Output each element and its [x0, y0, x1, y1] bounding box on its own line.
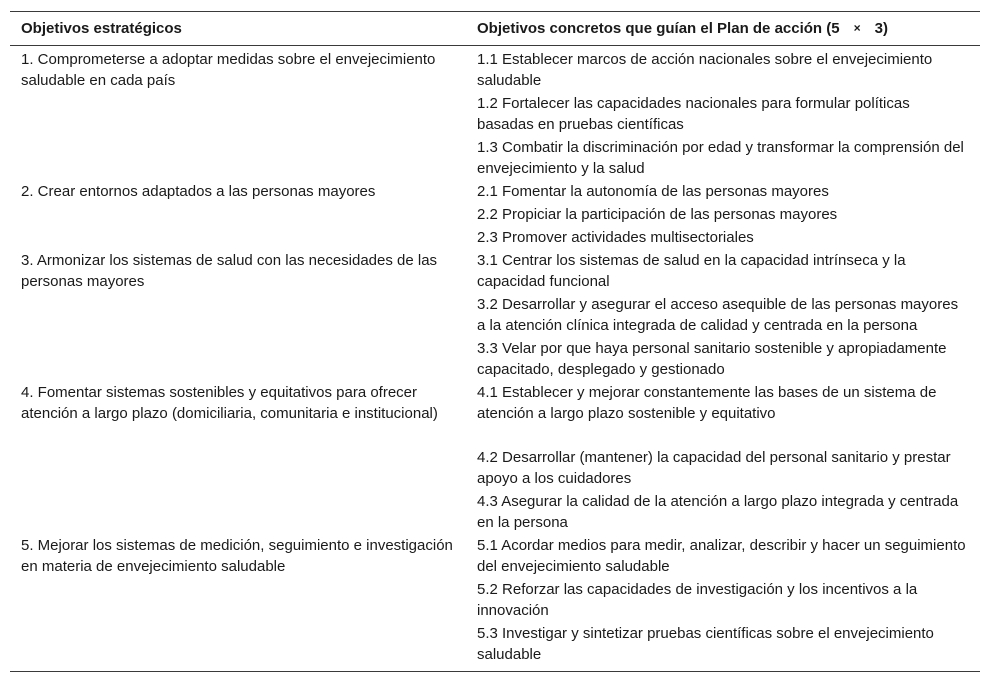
- table-row: [10, 534, 980, 578]
- table-header: [10, 12, 980, 46]
- times-symbol: ×: [853, 21, 861, 35]
- header-concrete-suffix: 3): [874, 20, 888, 37]
- strategic-objective-4: 4. Fomentar sistemas sostenibles y equitativos para ofrecer atención a largo plazo (domiciliaria, comunitaria e institucional): [21, 384, 438, 422]
- objectives-table-container: [10, 11, 980, 672]
- concrete-objective-4-2: 4.2 Desarrollar (mantener) la capacidad del personal sanitario y prestar apoyo a los cuidadores: [477, 449, 951, 487]
- concrete-objective-4-1: 4.1 Establecer y mejorar constantemente las bases de un sistema de atención a largo plazo sostenible y equitativo: [477, 384, 937, 422]
- header-strategic-objectives: Objetivos estratégicos: [10, 12, 466, 46]
- table-row: [10, 46, 980, 93]
- table-row: [10, 249, 980, 293]
- concrete-objective-5-1: 5.1 Acordar medios para medir, analizar, describir y hacer un seguimiento del envejecimiento saludable: [477, 537, 966, 575]
- concrete-objective-2-3: 2.3 Promover actividades multisectoriales: [477, 229, 754, 246]
- concrete-objective-3-3: 3.3 Velar por que haya personal sanitario sostenible y apropiadamente capacitado, desplegado y gestionado: [477, 340, 947, 378]
- strategic-objective-2: 2. Crear entornos adaptados a las personas mayores: [21, 183, 376, 200]
- concrete-objective-1-1: 1.1 Establecer marcos de acción nacionales sobre el envejecimiento saludable: [477, 51, 933, 89]
- concrete-objective-2-1: 2.1 Fomentar la autonomía de las personas mayores: [477, 183, 829, 200]
- concrete-objective-3-1: 3.1 Centrar los sistemas de salud en la capacidad intrínseca y la capacidad funcional: [477, 252, 906, 290]
- objectives-table: [10, 12, 980, 671]
- concrete-objective-2-2: 2.2 Propiciar la participación de las personas mayores: [477, 206, 838, 223]
- header-concrete-prefix: Objetivos concretos que guían el Plan de acción (5: [477, 20, 840, 37]
- concrete-objective-1-3: 1.3 Combatir la discriminación por edad y transformar la comprensión del envejecimiento y la salud: [477, 139, 964, 177]
- concrete-objective-5-3: 5.3 Investigar y sintetizar pruebas científicas sobre el envejecimiento saludable: [477, 625, 934, 663]
- concrete-objective-5-2: 5.2 Reforzar las capacidades de investigación y los incentivos a la innovación: [477, 581, 918, 619]
- concrete-objective-4-3: 4.3 Asegurar la calidad de la atención a largo plazo integrada y centrada en la persona: [477, 493, 959, 531]
- strategic-objective-1: 1. Comprometerse a adoptar medidas sobre el envejecimiento saludable en cada país: [21, 51, 436, 89]
- strategic-objective-3: 3. Armonizar los sistemas de salud con las necesidades de las personas mayores: [21, 252, 438, 290]
- concrete-objective-3-2: 3.2 Desarrollar y asegurar el acceso asequible de las personas mayores a la atención clínica integrada de calidad y centrada en la persona: [477, 296, 959, 334]
- strategic-objective-5: 5. Mejorar los sistemas de medición, seguimiento e investigación en materia de envejecimiento saludable: [21, 537, 453, 575]
- table-body: [10, 46, 980, 672]
- concrete-objective-1-2: 1.2 Fortalecer las capacidades nacionales para formular políticas basadas en pruebas científicas: [477, 95, 910, 133]
- header-concrete-objectives: [466, 12, 980, 46]
- table-row: [10, 381, 980, 446]
- table-row: [10, 180, 980, 203]
- header-row: [10, 12, 980, 46]
